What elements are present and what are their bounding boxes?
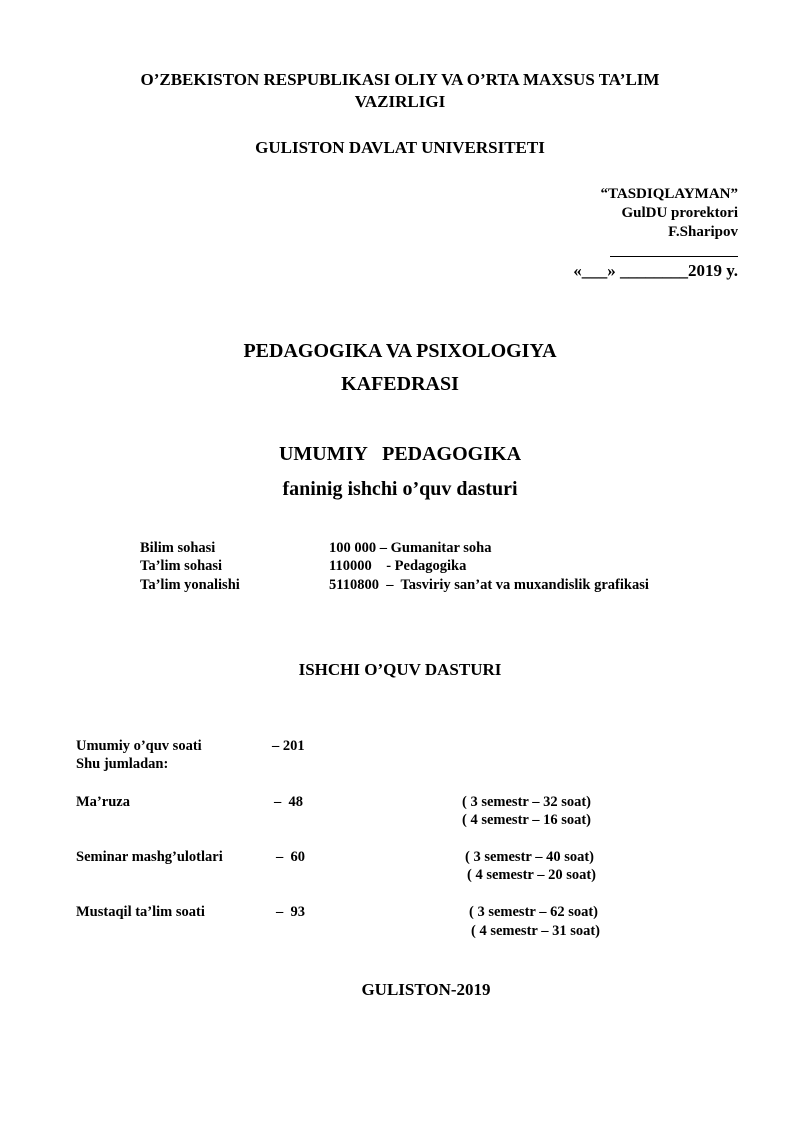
lecture-semester-3: ( 3 semestr – 32 soat): [462, 794, 591, 810]
lecture-label: Ma’ruza: [76, 794, 130, 810]
field-label-bilim: Bilim sohasi: [140, 540, 216, 556]
approval-position: GulDU prorektori: [621, 205, 738, 221]
field-label-yonalish: Ta’lim yonalishi: [140, 577, 240, 593]
total-hours-value: – 201: [272, 738, 305, 754]
seminar-value: – 60: [276, 849, 305, 865]
independent-study-value: – 93: [276, 904, 305, 920]
total-hours-label: Umumiy o’quv soati: [76, 738, 202, 754]
approval-date: «___» ________2019 y.: [573, 261, 738, 280]
subject-subtitle: faninig ishchi o’quv dasturi: [282, 478, 518, 500]
ministry-line-1: O’ZBEKISTON RESPUBLIKASI OLIY VA O’RTA MAXSUS TA’LIM: [140, 70, 660, 89]
independent-study-label: Mustaqil ta’lim soati: [76, 904, 205, 920]
footer-city-year: GULISTON-2019: [361, 980, 491, 999]
lecture-value: – 48: [274, 794, 303, 810]
approval-title: “TASDIQLAYMAN”: [600, 186, 738, 202]
ministry-line-2: VAZIRLIGI: [354, 92, 446, 111]
field-value-yonalish: 5110800 – Tasviriy san’at va muxandislik grafikasi: [329, 577, 649, 593]
including-label: Shu jumladan:: [76, 756, 169, 772]
department-line-1: PEDAGOGIKA VA PSIXOLOGIYA: [243, 340, 557, 362]
field-value-bilim: 100 000 – Gumanitar soha: [329, 540, 492, 556]
seminar-label: Seminar mashg’ulotlari: [76, 849, 223, 865]
seminar-semester-3: ( 3 semestr – 40 soat): [465, 849, 594, 865]
signature-line: [610, 256, 738, 257]
independent-study-semester-4: ( 4 semestr – 31 soat): [471, 923, 600, 939]
field-value-talim: 110000 - Pedagogika: [329, 558, 467, 574]
lecture-semester-4: ( 4 semestr – 16 soat): [462, 812, 591, 828]
independent-study-semester-3: ( 3 semestr – 62 soat): [469, 904, 598, 920]
approval-name: F.Sharipov: [668, 224, 738, 240]
seminar-semester-4: ( 4 semestr – 20 soat): [467, 867, 596, 883]
field-label-talim: Ta’lim sohasi: [140, 558, 223, 574]
department-line-2: KAFEDRASI: [341, 373, 459, 395]
university-name: GULISTON DAVLAT UNIVERSITETI: [255, 138, 545, 157]
subject-name: UMUMIY PEDAGOGIKA: [278, 443, 522, 465]
program-title: ISHCHI O’QUV DASTURI: [298, 660, 502, 679]
